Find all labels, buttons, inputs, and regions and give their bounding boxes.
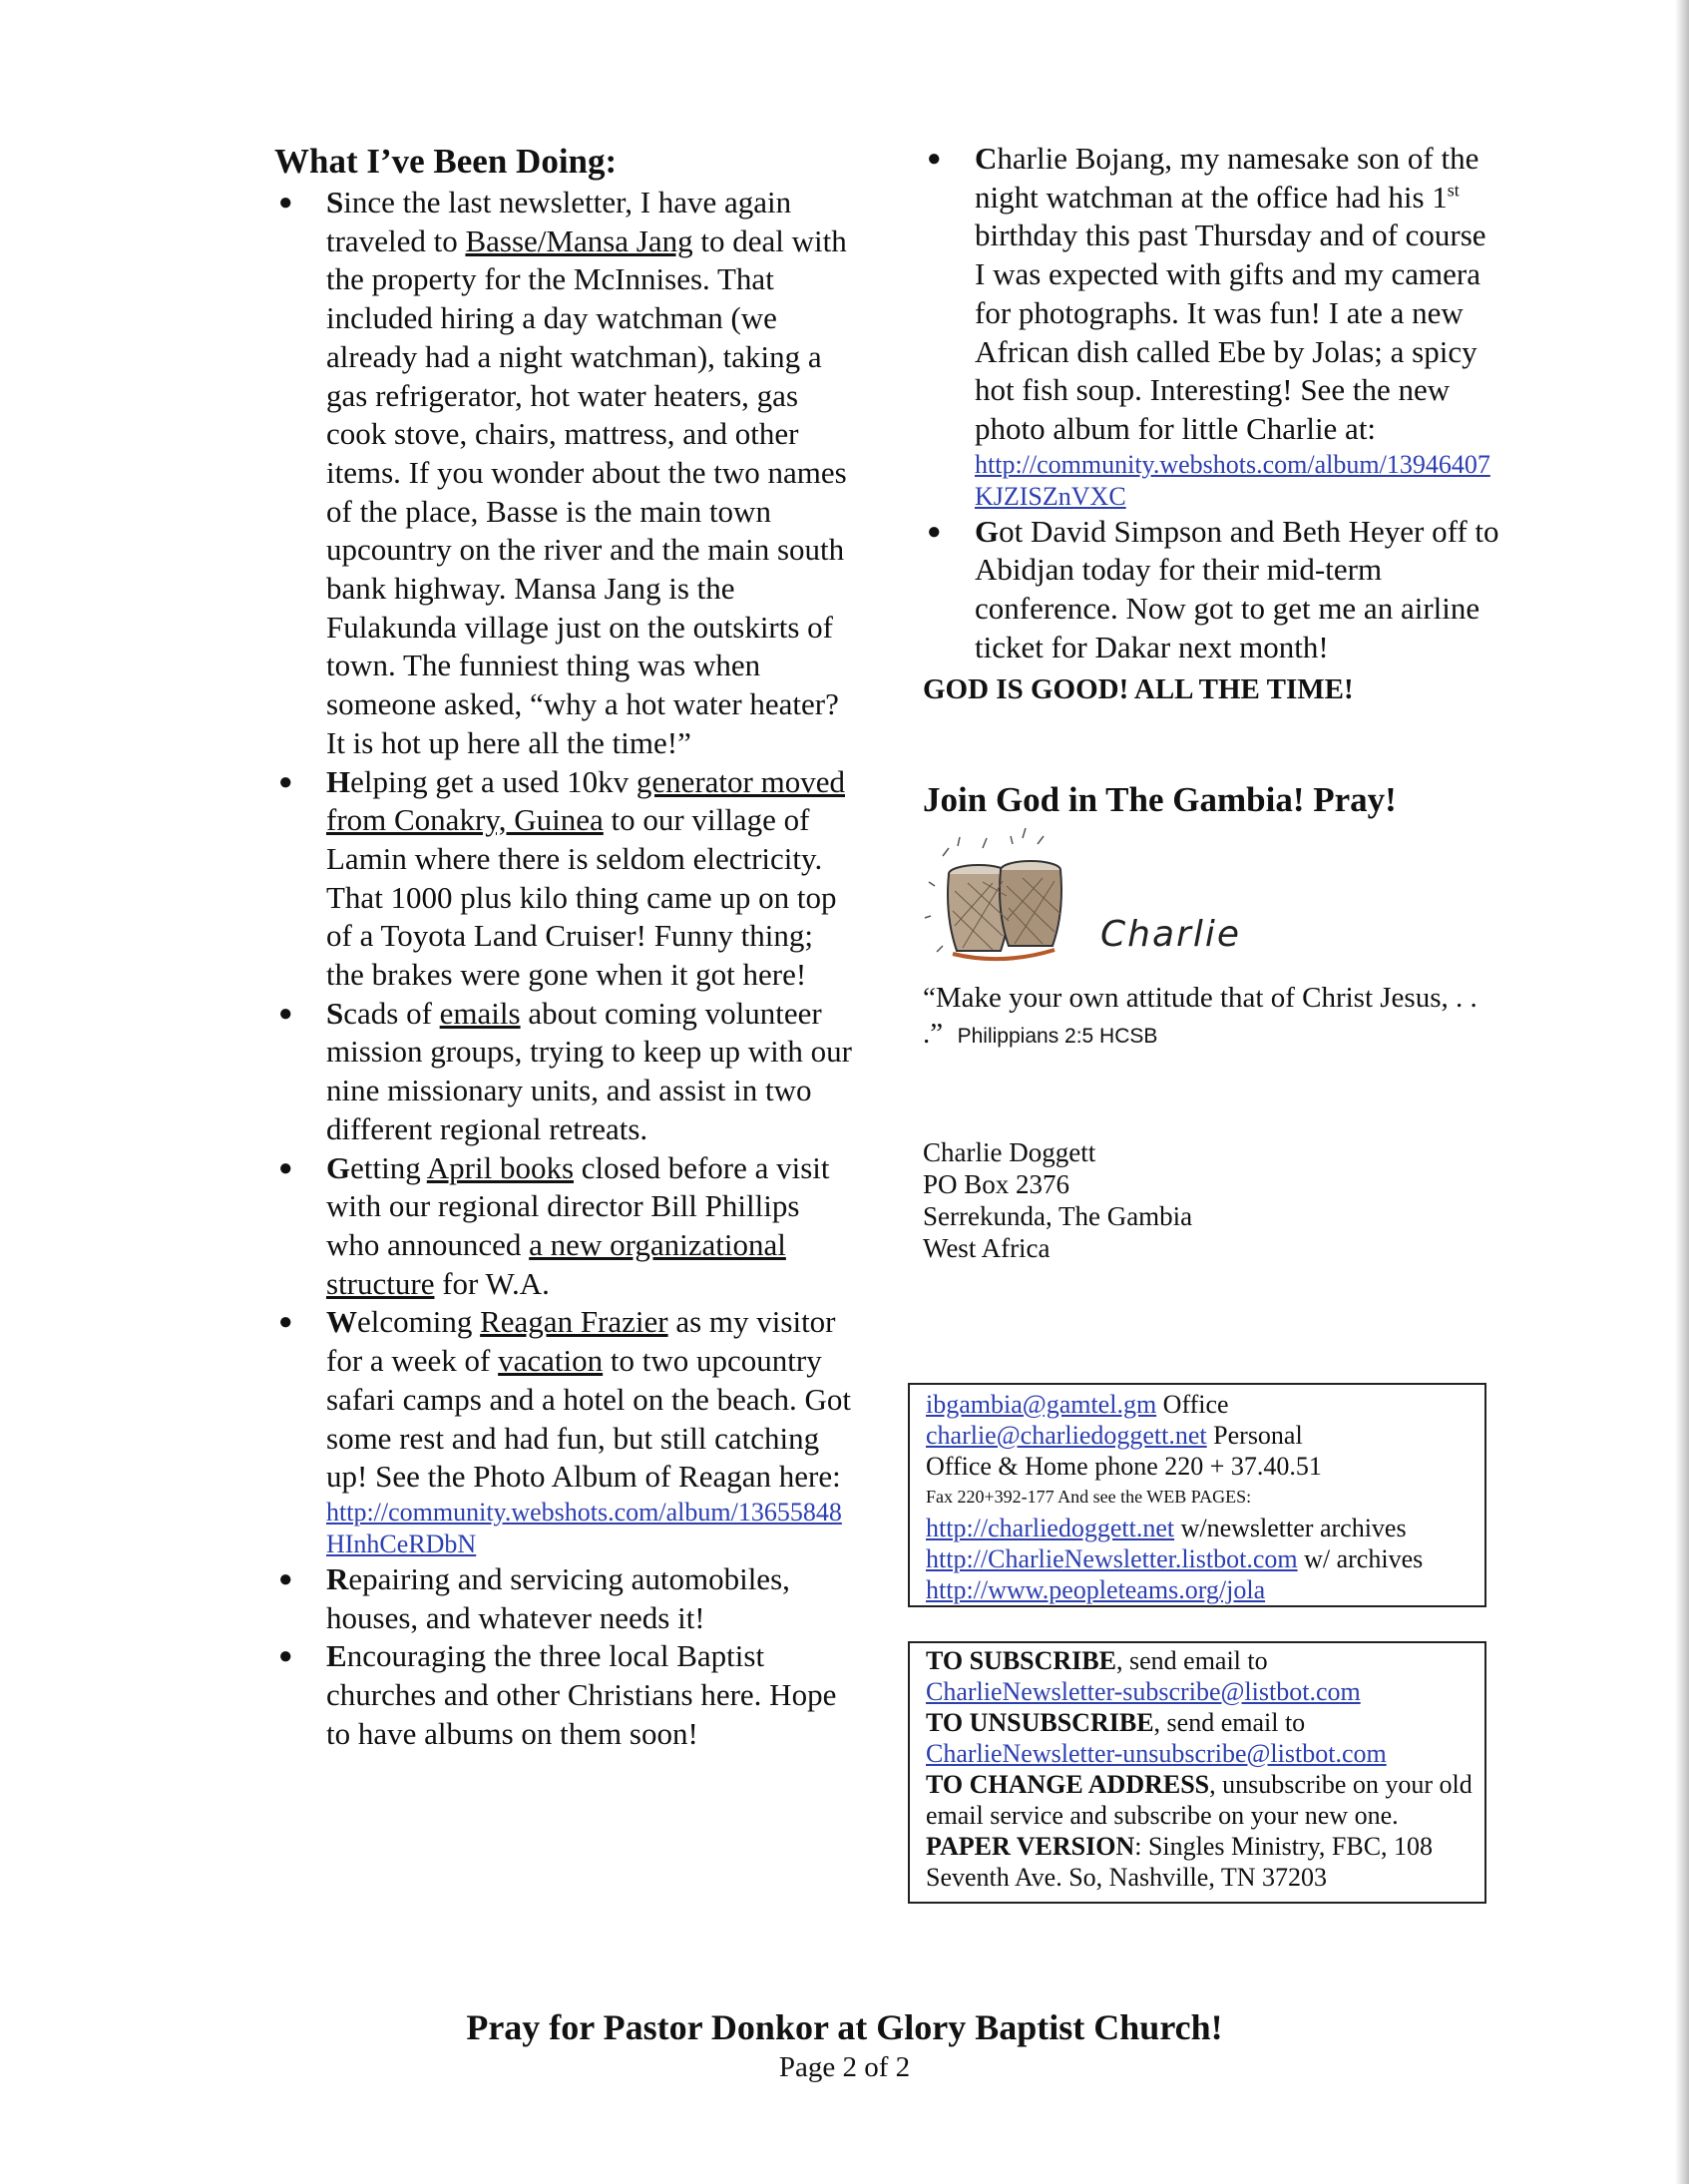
bullet-icon: ● (927, 518, 942, 545)
list-item: ● Since the last newsletter, I have again traveled to Basse/Mansa Jang to deal with the property for the McInnises. That included hiring a day watchman (we already had a night watchman), taking a gas refrigerator, hot water heaters, gas cook stove, chairs, mattress, and other items. If you wonder about the two names of the place, Basse is the main town upcountry on the river and the main south bank highway. Mansa Jang is the Fulakunda village just on the outskirts of town. The funniest thing was when someone asked, “why a hot water heater? It is hot up here all the time!” (278, 185, 847, 760)
peopleteams-link[interactable]: http://www.peopleteams.org/jola (926, 1575, 1266, 1604)
signature: Charlie (1100, 914, 1241, 956)
org-structure-link[interactable]: a new organizational structure (326, 1226, 786, 1301)
reagan-album-link[interactable]: http://community.webshots.com/album/13655848HInhCeRDbN (326, 1497, 842, 1558)
generator-link[interactable]: generator moved from Conakry, Guinea (326, 763, 845, 838)
list-item: ● Getting April books closed before a visit with our regional director Bill Phillips who announced a new organizational structure for W.A. (278, 1149, 830, 1301)
mailing-address: Charlie Doggett PO Box 2376 Serrekunda, The Gambia West Africa (923, 1137, 1193, 1264)
bullet-icon: ● (278, 1643, 293, 1670)
list-item: ● Repairing and servicing automobiles, houses, and whatever needs it! (278, 1560, 790, 1635)
subscribe-email-link[interactable]: CharlieNewsletter-subscribe@listbot.com (926, 1677, 1361, 1706)
charlie-album-link[interactable]: http://community.webshots.com/album/13946407KJZISZnVXC (975, 449, 1490, 511)
list-item: ● Got David Simpson and Beth Heyer off to Abidjan today for their mid-term conference. Now got to get me an airline ticket for Dakar next month! (927, 513, 1499, 664)
fax-number: Fax 220+392-177 And see the WEB PAGES: (926, 1487, 1252, 1507)
office-email-link[interactable]: ibgambia@gamtel.gm (926, 1390, 1157, 1419)
april-books-link[interactable]: April books (426, 1149, 575, 1185)
reagan-link[interactable]: Reagan Frazier (480, 1304, 668, 1340)
bullet-icon: ● (278, 1309, 293, 1336)
scripture-quote: “Make your own attitude that of Christ Jesus, . . .” Philippians 2:5 HCSB (923, 982, 1478, 1051)
god-is-good: GOD IS GOOD! ALL THE TIME! (923, 673, 1354, 706)
list-item: ● Welcoming Reagan Frazier as my visitor for a week of vacation to two upcountry safari camps and a hotel on the beach. Got some rest and had fun, but still catching up! See the Photo Album of Reagan here: http://community.webshots.com/album/13655848HInhCeRDbN (274, 1303, 853, 1560)
left-column (274, 140, 853, 1753)
emails-link[interactable]: emails (439, 995, 521, 1031)
bullet-icon: ● (278, 1565, 293, 1592)
bullet-icon: ● (278, 1154, 293, 1181)
scripture-reference: Philippians 2:5 HCSB (957, 1025, 1158, 1049)
website-link[interactable]: http://charliedoggett.net (926, 1514, 1175, 1542)
basse-link[interactable]: Basse/Mansa Jang (465, 222, 693, 258)
list-item: ● Charlie Bojang, my namesake son of the night watchman at the office had his 1st birthday this past Thursday and of course I was expected with gifts and my camera for photographs. It was fun! I ate a new African dish called Ebe by Jolas; a spicy hot fish soup. Interesting! See the new photo album for little Charlie at: http://community.webshots.com/album/13946407KJZISZnVXC (923, 140, 1501, 513)
activity-list (274, 184, 853, 1753)
activity-list-continued (923, 140, 1501, 666)
bullet-icon: ● (278, 1000, 293, 1027)
right-column (923, 140, 1501, 1264)
vacation-link[interactable]: vacation (498, 1343, 604, 1379)
list-item: ● Helping get a used 10kv generator moved from Conakry, Guinea to our village of Lamin where there is seldom electricity. That 1000 plus kilo thing came up on top of a Toyota Land Cruiser! Funny thing; the brakes were gone when it got here! (278, 763, 845, 993)
subscribe-box: TO SUBSCRIBE, send email to CharlieNewsletter-subscribe@listbot.com TO UNSUBSCRIBE, send email to CharlieNewsletter-unsubscribe@listbot.com TO CHANGE ADDRESS, unsubscribe on your old email service and subscribe on your new one. PAPER VERSION: Singles Ministry, FBC, 108 Seventh Ave. So, Nashville, TN 37203 (908, 1641, 1486, 1904)
join-heading: Join God in The Gambia! Pray! (923, 780, 1397, 820)
page-footer (0, 2005, 1689, 2085)
personal-email-link[interactable]: charlie@charliedoggett.net (926, 1421, 1207, 1450)
page-number: Page 2 of 2 (778, 2051, 911, 2083)
page-edge (1675, 0, 1689, 2184)
drums-icon (923, 826, 1092, 976)
unsubscribe-email-link[interactable]: CharlieNewsletter-unsubscribe@listbot.com (926, 1739, 1387, 1768)
bullet-icon: ● (278, 190, 293, 216)
list-item: ● Encouraging the three local Baptist churches and other Christians here. Hope to have albums on them soon! (278, 1638, 837, 1751)
section-heading: What I’ve Been Doing: (274, 142, 618, 181)
bullet-icon: ● (278, 768, 293, 795)
list-item: ● Scads of emails about coming volunteer mission groups, trying to keep up with our nine missionary units, and assist in two different regional retreats. (278, 995, 852, 1146)
listbot-link[interactable]: http://CharlieNewsletter.listbot.com (926, 1544, 1298, 1573)
phone-number: Office & Home phone 220 + 37.40.51 (926, 1452, 1322, 1481)
signature-block (923, 822, 1501, 980)
contact-box: ibgambia@gamtel.gm Office charlie@charliedoggett.net Personal Office & Home phone 220 + 37.40.51 Fax 220+392-177 And see the WEB PAGES: http://charliedoggett.net w/newsletter archives http://CharlieNewsletter.listbot.com w/ archives http://www.peopleteams.org/jola (908, 1383, 1486, 1607)
bullet-icon: ● (927, 146, 942, 172)
prayer-request: Pray for Pastor Donkor at Glory Baptist Church! (466, 2007, 1223, 2047)
